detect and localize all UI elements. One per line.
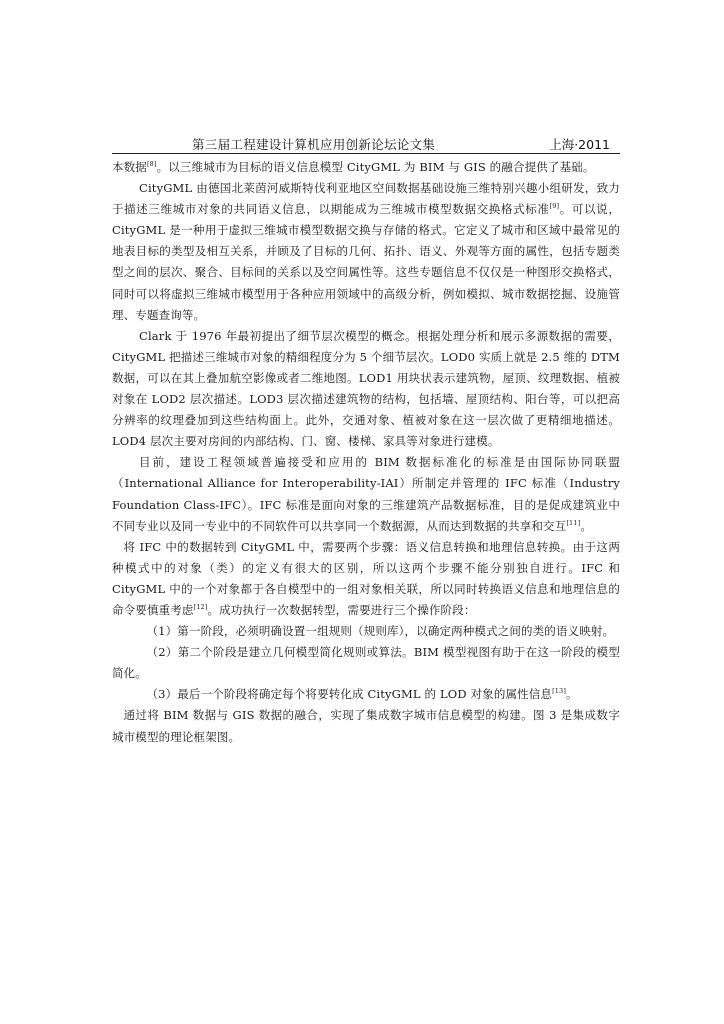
paragraph-text: （3）最后一个阶段将确定每个将要转化成 CityGML 的 LOD 对象的属性信息 <box>146 687 553 702</box>
paragraph-ifc-to-citygml <box>112 537 620 621</box>
paragraph-stage-2 <box>112 642 620 684</box>
paragraph-text-tail: 。可以说，CityGML 是一种用于虚拟三维城市模型数据交换与存储的格式。它定义了城市和区域中最常见的地表目标的类型及相互关系，并顾及了目标的几何、拓扑、语义、外观等方面的属性，包括专题类型之间的层次、聚合、目标间的关系以及空间属性等。这些专题信息不仅仅是一种图形交换格式，同时可以将虚拟三维城市模型用于各种应用领域中的高级分析，例如模拟、城市数据挖掘、设施管理、专题查询等。 <box>112 202 620 322</box>
paragraph-text-tail: 。 <box>580 518 592 533</box>
running-header <box>112 133 620 154</box>
paragraph-text: （2）第二个阶段是建立几何模型简化规则或算法。BIM 模型视图有助于在这一阶段的模型简化。 <box>112 645 620 681</box>
citation-ref: [8] <box>146 160 157 168</box>
paragraph-text: 本数据 <box>112 160 147 174</box>
paragraph-ifc-standard <box>112 452 620 536</box>
body-text <box>112 157 620 748</box>
paragraph-text: 目前，建设工程领域普遍接受和应用的 BIM 数据标准化的标准是由国际协同联盟（International Alliance for Interoperability-IAI）所制定并管理的 IFC 标准（Industry Foundation Class-IFC）。IFC 标准是面向对象的三维建筑产品数据标准，目的是促成建筑业中不同专业以及同一专业中的不同软件可以共享同一个数据源，从而达到数据的共享和交互 <box>112 455 620 533</box>
paragraph-lod-levels <box>112 326 620 453</box>
citation-ref: [12] <box>193 602 208 611</box>
conference-location-year: 上海·2011 <box>549 137 610 152</box>
paragraph-text-tail: 。成功执行一次数据转型，需要进行三个操作阶段： <box>207 602 476 617</box>
paragraph-text-tail: 。 <box>566 687 578 702</box>
paragraph-text: Clark 于 1976 年最初提出了细节层次模型的概念。根据处理分析和展示多源数据的需要，CityGML 把描述三维城市对象的精细程度分为 5 个细节层次。LOD0 实质上就是 2.5 维的 DTM 数据，可以在其上叠加航空影像或者二维地图。LOD1 用块状表示建筑物，屋顶、纹理数据、植被对象在 LOD2 层次描述。LOD3 层次描述建筑物的结构，包括墙、屋顶结构、阳台等，可以把高分辨率的纹理叠加到这些结构面上。此外，交通对象、植被对象在这一层次做了更精细地描述。LOD4 层次主要对房间的内部结构、门、窗、楼梯、家具等对象进行建模。 <box>112 328 620 449</box>
paragraph-stage-3 <box>112 684 620 705</box>
citation-ref: [9] <box>549 202 560 211</box>
paragraph-text: CityGML 由德国北莱茵河威斯特伐利亚地区空间数据基础设施三维特别兴趣小组研发，致力于描述三维城市对象的共同语义信息，以期能成为三维城市模型数据交换格式标准 <box>112 181 620 217</box>
paragraph-text: 通过将 BIM 数据与 GIS 数据的融合，实现了集成数字城市信息模型的构建。图 3 是集成数字城市模型的理论框架图。 <box>112 708 620 744</box>
paragraph-text: 将 IFC 中的数据转到 CityGML 中，需要两个步骤：语义信息转换和地理信息转换。由于这两种模式中的对象（类）的定义有很大的区别，所以这两个步骤不能分别独自进行。IFC 和 CityGML 中的一个对象都于各自模型中的一组对象相关联，所以同时转换语义信息和地理信息的命令要慎重考虑 <box>112 539 620 617</box>
citation-ref: [11] <box>566 518 581 527</box>
citation-ref: [13] <box>552 687 567 696</box>
paragraph-text: （1）第一阶段，必须明确设置一组规则（规则库），以确定两种模式之间的类的语义映射。 <box>146 624 615 639</box>
paragraph-intro-fragment <box>112 157 620 178</box>
proceedings-title: 第三届工程建设计算机应用创新论坛论文集 <box>192 137 436 152</box>
paragraph-citygml-definition <box>112 178 620 326</box>
paragraph-conclusion <box>112 705 620 747</box>
paragraph-stage-1 <box>112 621 620 642</box>
paragraph-text-tail: 。以三维城市为目标的语义信息模型 CityGML 为 BIM 与 GIS 的融合提供了基础。 <box>156 160 595 174</box>
